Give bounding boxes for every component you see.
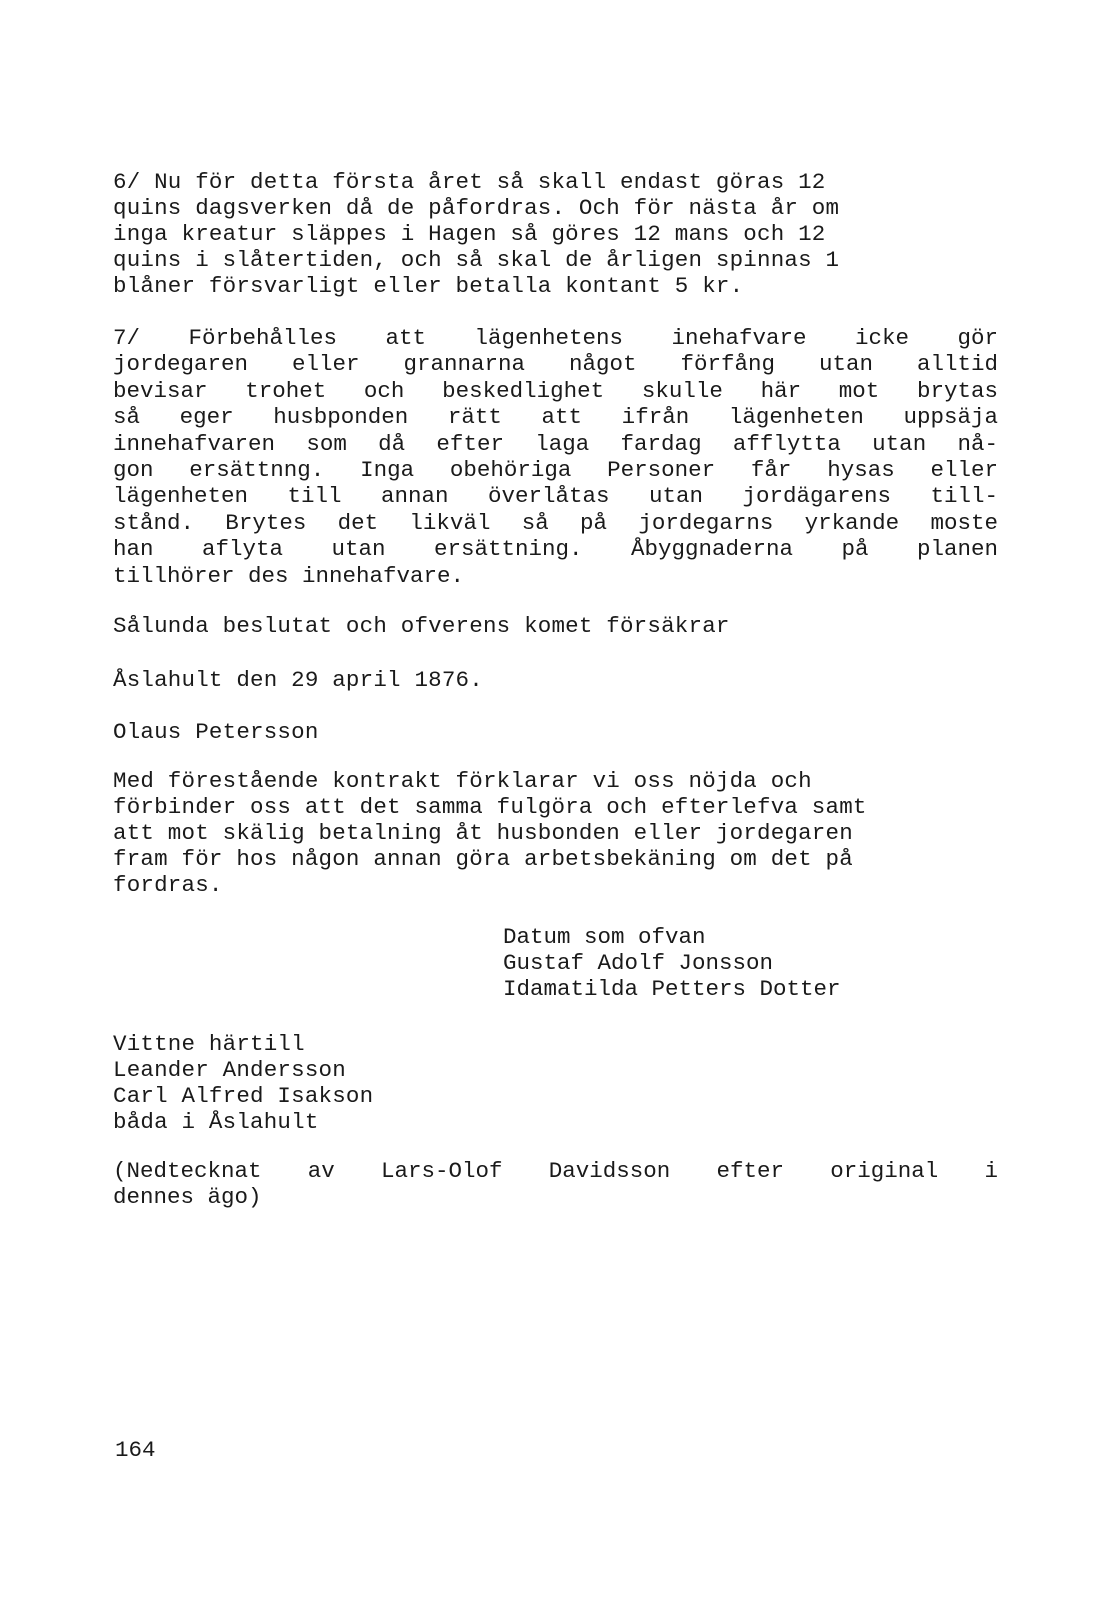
text-line: bevisar trohet och beskedlighet skulle här mot brytas <box>113 377 998 404</box>
signatory-name: Olaus Petersson <box>113 719 319 745</box>
text-line: så eger husbponden rätt att ifrån lägenheten uppsäja <box>113 404 998 431</box>
text-line: blåner försvarligt eller betalla kontant 5 kr. <box>113 273 744 299</box>
transcription-note <box>113 1158 998 1211</box>
text-line: förbinder oss att det samma fulgöra och efterlefva samt <box>113 794 867 820</box>
place-date-line: Åslahult den 29 april 1876. <box>113 667 483 693</box>
date-note: Datum som ofvan <box>503 924 706 950</box>
text-line: quins i slåtertiden, och så skal de årligen spinnas 1 <box>113 247 840 273</box>
text-line: Med förestående kontrakt förklarar vi oss nöjda och <box>113 768 812 794</box>
signer-name: Gustaf Adolf Jonsson <box>503 950 774 976</box>
witness-location: båda i Åslahult <box>113 1109 319 1135</box>
text-line: han aflyta utan ersättning. Åbyggnaderna på planen <box>113 536 998 563</box>
text-line: gon ersättnng. Inga obehöriga Personer får hysas eller <box>113 456 998 483</box>
text-line: inga kreatur släppes i Hagen så göres 12 mans och 12 <box>113 221 826 247</box>
section-7-paragraph <box>113 325 998 589</box>
page-number: 164 <box>115 1437 156 1463</box>
text-line: 6/ Nu för detta första året så skall endast göras 12 <box>113 169 826 195</box>
text-line: 7/ Förbehålles att lägenhetens inehafvare icke gör <box>113 325 998 351</box>
text-line: lägenheten till annan överlåtas utan jordägarens till- <box>113 483 998 510</box>
text-line: fram för hos någon annan göra arbetsbekäning om det på <box>113 846 853 872</box>
decision-line: Sålunda beslutat och ofverens komet försäkrar <box>113 613 730 639</box>
text-line: stånd. Brytes det likväl så på jordegarns yrkande moste <box>113 509 998 536</box>
witness-name: Leander Andersson <box>113 1057 346 1083</box>
text-line: dennes ägo) <box>113 1184 262 1211</box>
witness-name: Carl Alfred Isakson <box>113 1083 374 1109</box>
text-line: innehafvaren som då efter laga fardag afflytta utan nå- <box>113 430 998 457</box>
witness-heading: Vittne härtill <box>113 1031 305 1057</box>
text-line: jordegaren eller grannarna något förfång utan alltid <box>113 351 998 378</box>
text-line: (Nedtecknat av Lars-Olof Davidsson efter original i <box>113 1158 998 1184</box>
text-line: fordras. <box>113 872 223 898</box>
text-line: tillhörer des innehafvare. <box>113 562 465 589</box>
signer-name: Idamatilda Petters Dotter <box>503 976 841 1002</box>
text-line: att mot skälig betalning åt husbonden eller jordegaren <box>113 820 853 846</box>
text-line: quins dagsverken då de påfordras. Och för nästa år om <box>113 195 840 221</box>
